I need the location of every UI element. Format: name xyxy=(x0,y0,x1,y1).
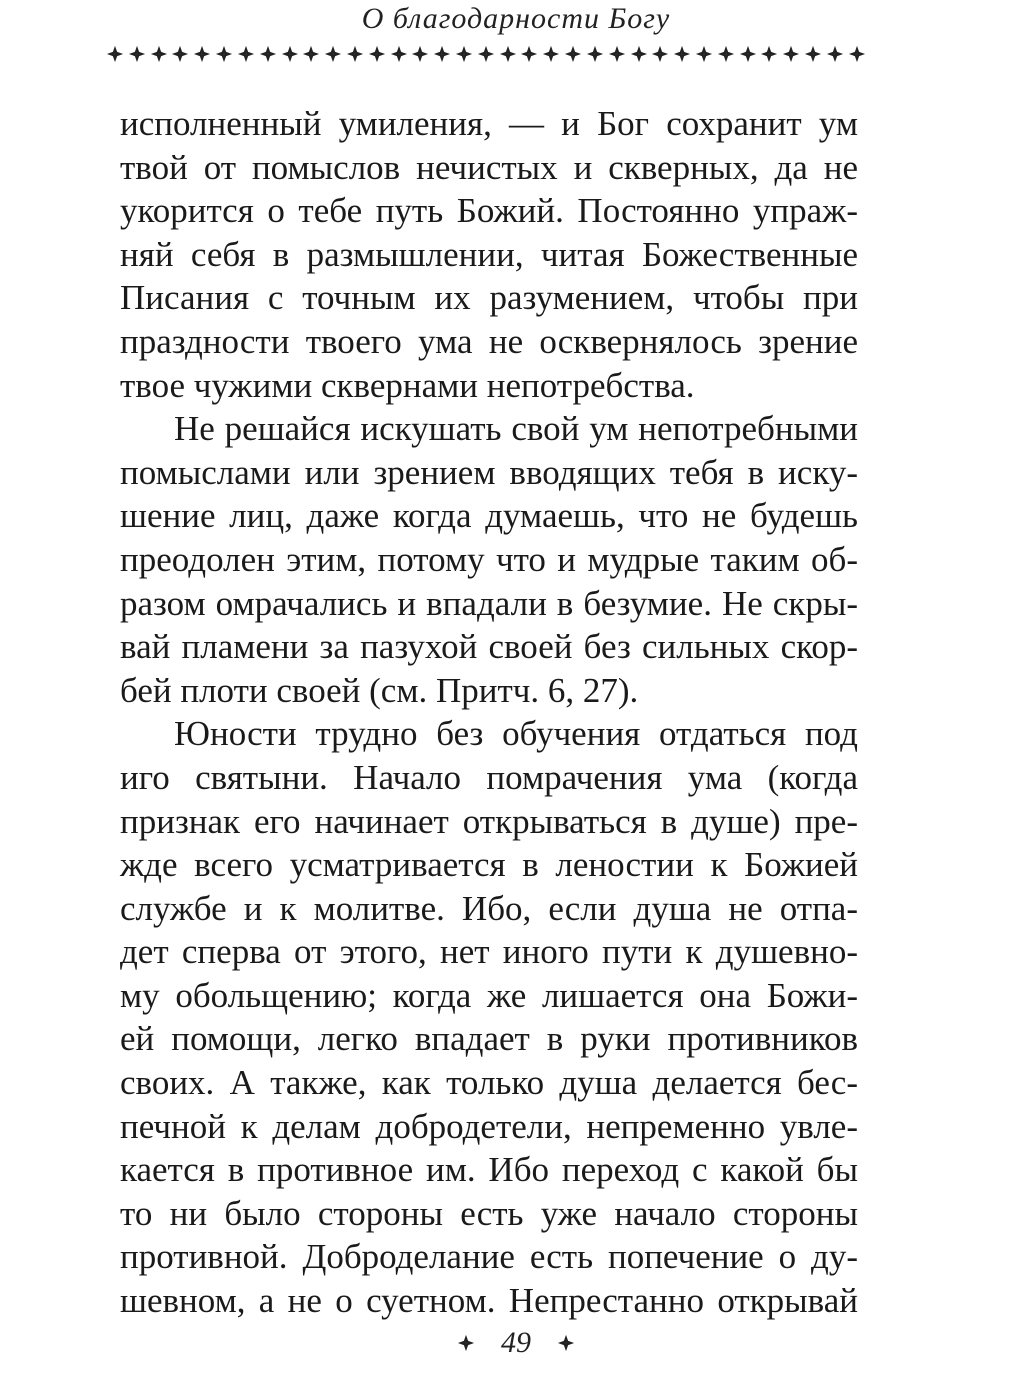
text-line: му обольщению; когда же лишается она Божи- xyxy=(120,975,858,1015)
fleuron-right-icon xyxy=(557,1334,575,1352)
fleuron-icon xyxy=(499,45,517,63)
text-line: помыслами или зрением вводящих тебя в иску- xyxy=(120,452,858,492)
text-line: преодолен этим, потому что и мудрые таким об- xyxy=(120,539,858,579)
fleuron-left-icon xyxy=(457,1334,475,1352)
page-footer xyxy=(0,1326,1032,1360)
text-line: праздности твоего ума не осквернялось зрение xyxy=(120,321,858,361)
text-line: разом омрачались и впадали в безумие. Не скры- xyxy=(120,583,858,623)
text-line: печной к делам добродетели, непременно увле- xyxy=(120,1106,858,1146)
page-number: 49 xyxy=(501,1326,531,1359)
fleuron-icon xyxy=(368,45,386,63)
fleuron-icon xyxy=(433,45,451,63)
fleuron-icon xyxy=(302,45,320,63)
page-text xyxy=(120,102,858,1323)
fleuron-icon xyxy=(651,45,669,63)
fleuron-icon xyxy=(259,45,277,63)
fleuron-icon xyxy=(411,45,429,63)
text-line: признак его начинает открываться в душе) пре- xyxy=(120,801,858,841)
fleuron-icon xyxy=(608,45,626,63)
fleuron-icon xyxy=(390,45,408,63)
text-line: жде всего усматривается в леностии к Божией xyxy=(120,845,858,885)
fleuron-icon xyxy=(695,45,713,63)
text-line: противной. Доброделание есть попечение о ду- xyxy=(120,1237,858,1277)
fleuron-icon xyxy=(128,45,146,63)
paragraph-end-line: твое чужими сквернами непотребства. xyxy=(120,365,695,405)
fleuron-icon xyxy=(564,45,582,63)
text-line: ей помощи, легко впадает в руки противников xyxy=(120,1019,858,1059)
running-head-title: О благодарности Богу xyxy=(361,2,671,35)
text-line: укорится о тебе путь Божий. Постоянно упраж- xyxy=(120,191,858,231)
fleuron-icon xyxy=(717,45,735,63)
text-line: няй себя в размышлении, читая Божественные xyxy=(120,234,858,274)
fleuron-icon xyxy=(171,45,189,63)
paragraph-start-line: Юности трудно без обучения отдаться под xyxy=(174,714,858,754)
fleuron-icon xyxy=(739,45,757,63)
fleuron-icon xyxy=(106,45,124,63)
fleuron-icon xyxy=(215,45,233,63)
fleuron-icon xyxy=(520,45,538,63)
text-line: службе и к молитве. Ибо, если душа не отпа- xyxy=(120,888,858,928)
text-line: шение лиц, даже когда думаешь, что не будешь xyxy=(120,496,858,536)
fleuron-icon xyxy=(826,45,844,63)
fleuron-icon xyxy=(542,45,560,63)
text-line: дет сперва от этого, нет иного пути к душевно- xyxy=(120,932,858,972)
fleuron-icon xyxy=(804,45,822,63)
fleuron-icon xyxy=(150,45,168,63)
ornamental-divider xyxy=(106,40,866,68)
fleuron-icon xyxy=(193,45,211,63)
fleuron-icon xyxy=(848,45,866,63)
text-line: вай пламени за пазухой своей без сильных скор- xyxy=(120,627,858,667)
fleuron-icon xyxy=(782,45,800,63)
fleuron-icon xyxy=(673,45,691,63)
text-line: твой от помыслов нечистых и скверных, да не xyxy=(120,147,858,187)
fleuron-icon xyxy=(586,45,604,63)
text-line: шевном, а не о суетном. Непрестанно открывай xyxy=(120,1281,858,1321)
paragraph-start-line: Не решайся искушать свой ум непотребными xyxy=(174,409,858,449)
paragraph-end-line: бей плоти своей (см. Притч. 6, 27). xyxy=(120,670,639,710)
fleuron-icon xyxy=(455,45,473,63)
fleuron-icon xyxy=(324,45,342,63)
fleuron-icon xyxy=(477,45,495,63)
text-line: исполненный умиления, — и Бог сохранит ум xyxy=(120,104,858,143)
fleuron-icon xyxy=(760,45,778,63)
fleuron-icon xyxy=(281,45,299,63)
fleuron-icon xyxy=(237,45,255,63)
text-line: Писания с точным их разумением, чтобы при xyxy=(120,278,858,318)
fleuron-icon xyxy=(346,45,364,63)
text-line: то ни было стороны есть уже начало стороны xyxy=(120,1193,858,1233)
text-line: иго святыни. Начало помрачения ума (когда xyxy=(120,757,858,797)
text-line: кается в противное им. Ибо переход с какой бы xyxy=(120,1150,858,1190)
text-line: своих. А также, как только душа делается бес- xyxy=(120,1063,858,1103)
fleuron-icon xyxy=(630,45,648,63)
